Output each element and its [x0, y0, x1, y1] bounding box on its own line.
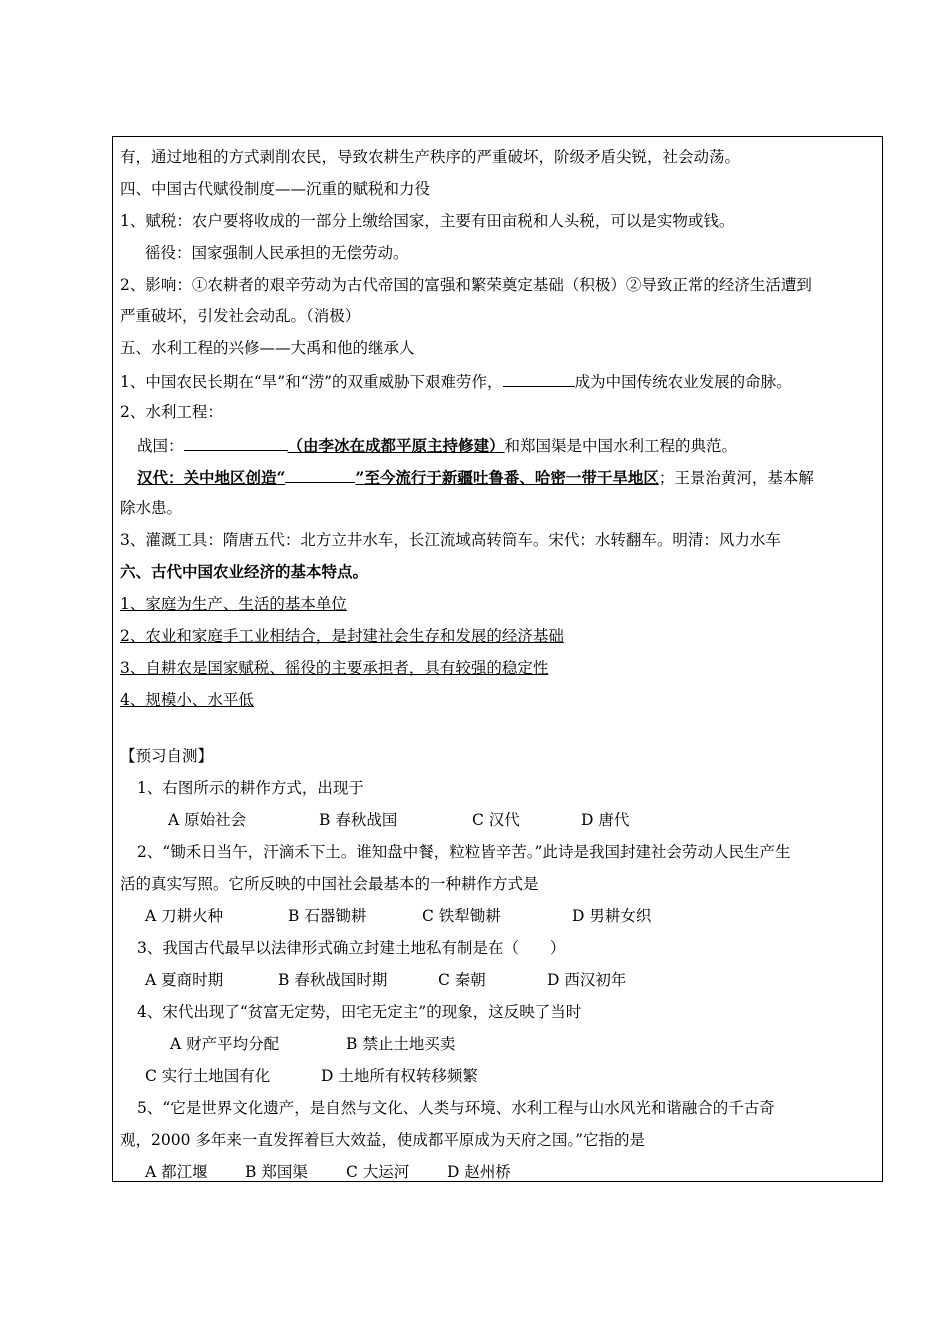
option-c[interactable]: C 铁犁锄耕	[422, 907, 501, 925]
text-span: 汉代：关中地区创造“	[137, 468, 286, 487]
text-line: 徭役：国家强制人民承担的无偿劳动。	[145, 244, 409, 262]
text-line: 严重破坏，引发社会动乱。（消极）	[120, 307, 361, 325]
text-span: ；王景治黄河，基本解	[658, 469, 814, 487]
text-line: 1、家庭为生产、生活的基本单位	[120, 595, 347, 613]
text-span: （由李冰在成都平原主持修建）	[287, 436, 505, 455]
question-1: 1、右图所示的耕作方式，出现于	[137, 779, 364, 797]
option-a[interactable]: A 刀耕火种	[145, 907, 224, 925]
text-span: 战国：	[137, 437, 184, 455]
text-span: 成为中国传统农业发展的命脉。	[574, 373, 792, 391]
text-line: 3、自耕农是国家赋税、徭役的主要承担者，具有较强的稳定性	[120, 659, 549, 677]
option-c[interactable]: C 实行土地国有化	[145, 1067, 271, 1085]
text-line: 2、水利工程：	[120, 403, 223, 421]
question-2-cont: 活的真实写照。它所反映的中国社会最基本的一种耕作方式是	[120, 875, 539, 893]
text-span: 1、中国农民长期在“旱”和“涝”的双重威胁下艰难劳作，	[120, 373, 503, 391]
option-a[interactable]: A 夏商时期	[145, 971, 224, 989]
option-b[interactable]: B 春秋战国	[319, 811, 398, 829]
section-heading-4: 四、中国古代赋役制度——沉重的赋税和力役	[120, 180, 431, 198]
section-heading-selftest: 【预习自测】	[120, 747, 214, 765]
answer-blank[interactable]	[285, 466, 355, 483]
section-heading-6: 六、古代中国农业经济的基本特点。	[120, 562, 369, 581]
option-c[interactable]: C 汉代	[472, 811, 520, 829]
option-d[interactable]: D 唐代	[581, 811, 630, 829]
option-c[interactable]: C 秦朝	[438, 971, 486, 989]
option-c[interactable]: C 大运河	[346, 1163, 410, 1181]
question-4: 4、宋代出现了“贫富无定势，田宅无定主”的现象，这反映了当时	[137, 1003, 582, 1021]
text-line: 除水患。	[120, 499, 183, 517]
option-b[interactable]: B 郑国渠	[245, 1163, 308, 1181]
option-b[interactable]: B 禁止土地买卖	[346, 1035, 456, 1053]
fill-blank-line	[137, 434, 737, 454]
text-span: ”至今流行于新疆吐鲁番、哈密一带干旱地区	[355, 468, 659, 487]
option-b[interactable]: B 石器锄耕	[288, 907, 367, 925]
option-d[interactable]: D 男耕女织	[572, 907, 652, 925]
option-d[interactable]: D 土地所有权转移频繁	[321, 1067, 478, 1085]
question-2: 2、“锄禾日当午，汗滴禾下土。谁知盘中餐，粒粒皆辛苦。”此诗是我国封建社会劳动人民生产生	[137, 843, 791, 861]
text-span: 和郑国渠是中国水利工程的典范。	[504, 437, 738, 455]
question-3: 3、我国古代最早以法律形式确立封建土地私有制是在（ ）	[137, 939, 566, 957]
option-d[interactable]: D 西汉初年	[547, 971, 627, 989]
text-line: 有，通过地租的方式剥削农民，导致农耕生产秩序的严重破坏，阶级矛盾尖锐，社会动荡。	[120, 148, 741, 166]
question-5: 5、“它是世界文化遗产，是自然与文化、人类与环境、水利工程与山水风光和谐融合的千古奇	[137, 1099, 775, 1117]
text-line: 3、灌溉工具：隋唐五代：北方立井水车，长江流域高转筒车。宋代：水转翻车。明清：风力水车	[120, 531, 781, 549]
option-a[interactable]: A 原始社会	[168, 811, 247, 829]
answer-blank[interactable]	[184, 434, 288, 451]
fill-blank-line	[137, 466, 814, 486]
option-b[interactable]: B 春秋战国时期	[278, 971, 388, 989]
text-line: 1、赋税：农户要将收成的一部分上缴给国家，主要有田亩税和人头税，可以是实物或钱。	[120, 212, 735, 230]
fill-blank-line	[120, 370, 792, 390]
option-a[interactable]: A 都江堰	[145, 1163, 208, 1181]
section-heading-5: 五、水利工程的兴修——大禹和他的继承人	[120, 339, 415, 357]
option-a[interactable]: A 财产平均分配	[170, 1035, 280, 1053]
question-5-cont: 观，2000 多年来一直发挥着巨大效益，使成都平原成为天府之国。”它指的是	[120, 1131, 646, 1149]
text-line: 4、规模小、水平低	[120, 691, 254, 709]
text-line: 2、农业和家庭手工业相结合，是封建社会生存和发展的经济基础	[120, 627, 564, 645]
answer-blank[interactable]	[503, 370, 575, 387]
option-d[interactable]: D 赵州桥	[447, 1163, 511, 1181]
text-line: 2、影响：①农耕者的艰辛劳动为古代帝国的富强和繁荣奠定基础（积极）②导致正常的经济生活遭到	[120, 276, 812, 294]
